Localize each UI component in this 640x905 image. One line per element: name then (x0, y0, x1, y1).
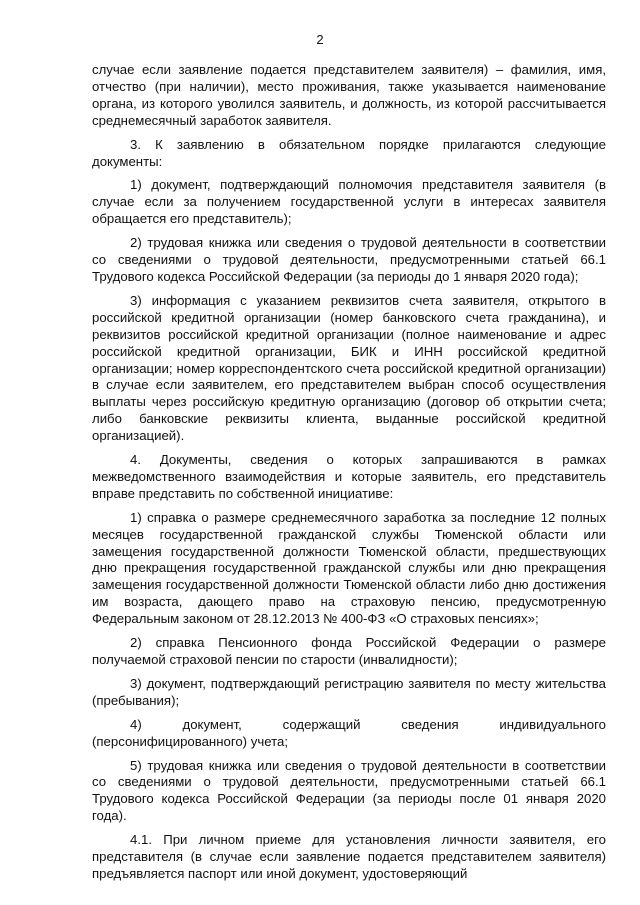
paragraph-continuation: случае если заявление подается представителем заявителя) – фамилия, имя, отчество (при наличии), место проживания, также указывается наименование органа, из которого уволился заявитель, и должность, из которой рассчитывается среднемесячный заработок заявителя. (92, 62, 606, 128)
document-body (92, 62, 606, 890)
paragraph-item-4-3: 3) документ, подтверждающий регистрацию заявителя по месту жительства (пребывания); (92, 675, 606, 708)
paragraph-item-3-2: 2) трудовая книжка или сведения о трудовой деятельности в соответствии со сведениями о трудовой деятельности, предусмотренными статьей 66.1 Трудового кодекса Российской Федерации (за периоды до 1 января 2020 года); (92, 235, 606, 284)
paragraph-item-4-1: 1) справка о размере среднемесячного заработка за последние 12 полных месяцев государственной гражданской службы Тюменской области или замещения государственной должности Тюменской области, предшествующих дню прекращения государственной гражданской службы или дню прекращения замещения государственной должности Тюменской области либо дню достижения им возраста, дающего право на страховую пенсию, предусмотренную Федеральным законом от 28.12.2013 № 400-ФЗ «О страховых пенсиях»; (92, 509, 606, 627)
paragraph-item-3: 3. К заявлению в обязательном порядке прилагаются следующие документы: (92, 136, 606, 169)
paragraph-item-4-5: 5) трудовая книжка или сведения о трудовой деятельности в соответствии со сведениями о трудовой деятельности, предусмотренными статьей 66.1 Трудового кодекса Российской Федерации (за периоды после 01 января 2020 года). (92, 757, 606, 824)
page-number: 2 (316, 32, 324, 47)
paragraph-item-4-1-identity: 4.1. При личном приеме для установления личности заявителя, его представителя (в случае если заявление подается представителем заявителя) предъявляется паспорт или иной документ, удостоверяющий (92, 832, 606, 881)
paragraph-item-4: 4. Документы, сведения о которых запрашиваются в рамках межведомственного взаимодействия и которые заявитель, его представитель вправе представить по собственной инициативе: (92, 452, 606, 501)
paragraph-item-4-2: 2) справка Пенсионного фонда Российской Федерации о размере получаемой страховой пенсии по старости (инвалидности); (92, 635, 606, 667)
paragraph-item-4-4: 4) документ, содержащий сведения индивидуального (персонифицированного) учета; (92, 716, 606, 749)
paragraph-item-3-3: 3) информация с указанием реквизитов счета заявителя, открытого в российской кредитной организации (номер банковского счета гражданина), и реквизитов российской кредитной организации (полное наименование и адрес российской кредитной организации, БИК и ИНН российской кредитной организации; номер корреспондентского счета российской кредитной организации) в случае если заявителем, его представителем выбран способ осуществления выплаты через российскую кредитную организацию (договор об открытии счета; либо банковские реквизиты клиента, выданные российской кредитной организацией). (92, 292, 606, 444)
paragraph-item-3-1: 1) документ, подтверждающий полномочия представителя заявителя (в случае если за получением государственной услуги в интересах заявителя обращается его представитель); (92, 177, 606, 227)
